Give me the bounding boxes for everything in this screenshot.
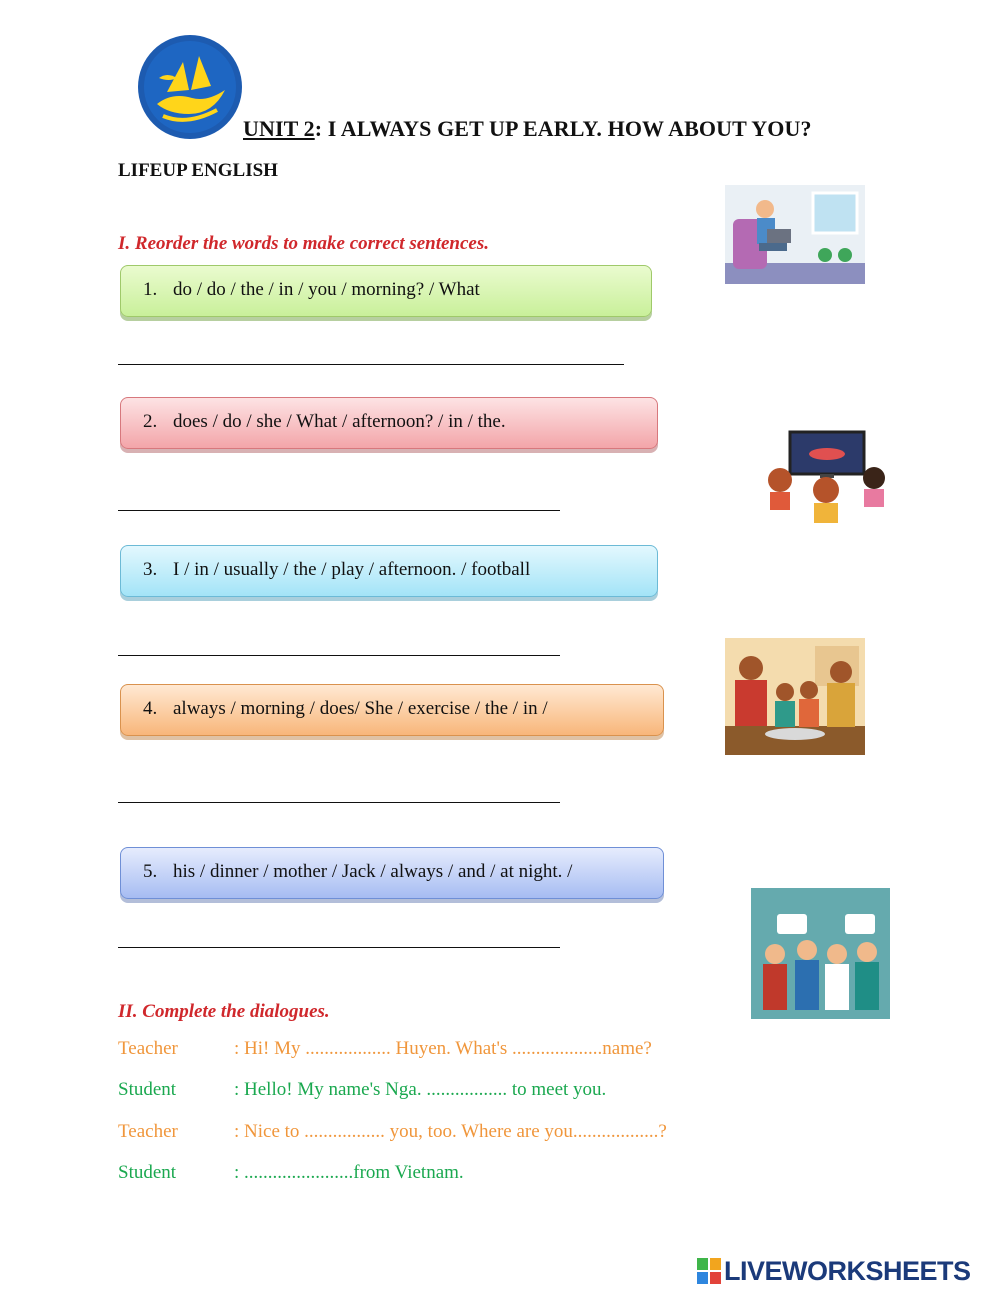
school-logo <box>137 34 243 140</box>
brand-name: LIFEUP ENGLISH <box>118 160 278 181</box>
dialogue-line-3: Teacher : Nice to ................. you, too. Where are you..................? <box>118 1121 667 1142</box>
prompt-box-2: 2. does / do / she / What / afternoon? / in / the. <box>120 397 658 449</box>
dialogue-line-4: Student : .......................from Vietnam. <box>118 1162 464 1183</box>
prompt-box-3: 3. I / in / usually / the / play / afternoon. / football <box>120 545 658 597</box>
section-heading-reorder: I. Reorder the words to make correct sentences. <box>118 233 490 254</box>
answer-line-2[interactable] <box>118 510 560 511</box>
answer-line-4[interactable] <box>118 802 560 803</box>
dialogue-line-1: Teacher : Hi! My .................. Huyen. What's ...................name? <box>118 1038 652 1059</box>
illustration-kids-watching-tv <box>756 428 896 530</box>
answer-line-3[interactable] <box>118 655 560 656</box>
liveworksheets-logo-icon <box>697 1258 721 1284</box>
prompt-box-5: 5. his / dinner / mother / Jack / always / and / at night. / <box>120 847 664 899</box>
illustration-students-talking <box>751 888 890 1019</box>
page-title: UNIT 2: I ALWAYS GET UP EARLY. HOW ABOUT YOU? <box>243 116 812 141</box>
prompt-box-4: 4. always / morning / does/ She / exercise / the / in / <box>120 684 664 736</box>
section-heading-dialogues: II. Complete the dialogues. <box>118 1001 330 1022</box>
answer-line-1[interactable] <box>118 364 624 365</box>
dialogue-line-2: Student : Hello! My name's Nga. ................. to meet you. <box>118 1079 607 1100</box>
illustration-family-cooking <box>725 638 865 755</box>
illustration-man-on-laptop <box>725 185 865 284</box>
prompt-box-1: 1. do / do / the / in / you / morning? / What <box>120 265 652 317</box>
liveworksheets-logo[interactable]: LIVEWORKSHEETS <box>697 1256 971 1287</box>
answer-line-5[interactable] <box>118 947 560 948</box>
